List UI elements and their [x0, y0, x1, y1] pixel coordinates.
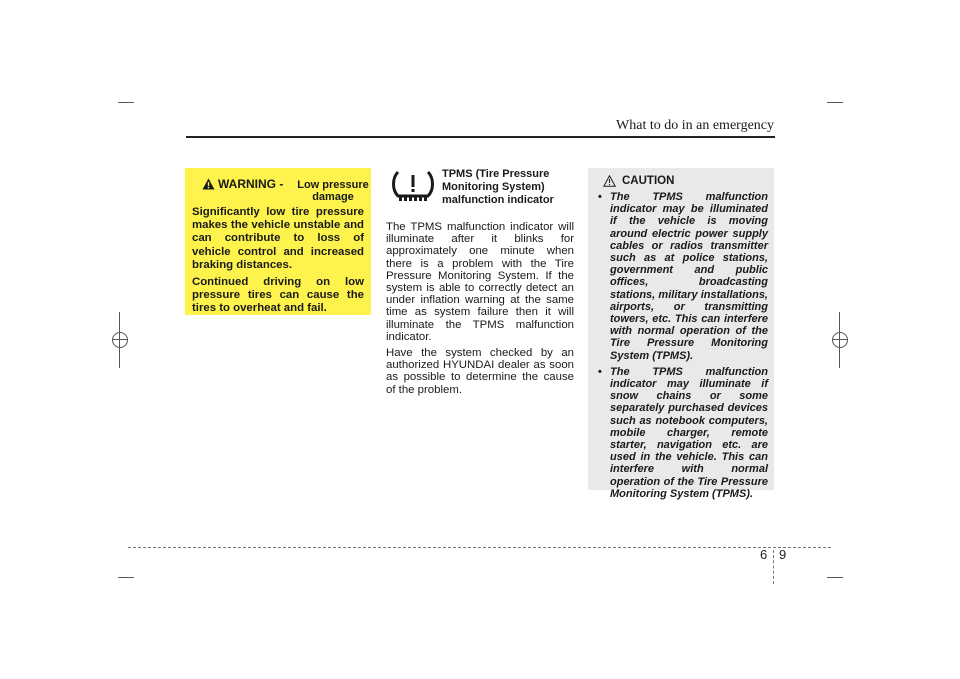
crop-mark: [827, 577, 843, 578]
tpms-warning-icon: [390, 166, 436, 206]
crop-mark: [118, 577, 134, 578]
caution-header: [598, 174, 768, 190]
bullet-icon: •: [598, 365, 602, 378]
warning-label: WARNING -: [218, 177, 284, 191]
page-number: 9: [779, 547, 787, 562]
tpms-heading-line: TPMS (Tire Pressure: [442, 168, 550, 180]
header-rule: [186, 136, 775, 138]
warning-body: [192, 206, 364, 316]
crop-mark: [827, 102, 843, 103]
section-title: What to do in an emergency: [616, 118, 774, 133]
caution-triangle-icon: [603, 175, 616, 187]
caution-label: CAUTION: [622, 175, 675, 187]
crop-mark: [118, 102, 134, 103]
caution-box: [588, 168, 774, 500]
tpms-body: [386, 221, 574, 400]
warning-paragraph: Significantly low tire pressure makes the vehicle unstable and can contribute to loss of vehicle control and increased braking distances.: [192, 206, 364, 271]
footer-rule: [128, 547, 831, 548]
chapter-number: 6: [760, 547, 768, 562]
registration-mark: [832, 332, 848, 348]
tpms-heading-line: Monitoring System): [442, 181, 545, 193]
caution-item: [598, 191, 768, 362]
page-number-separator: [773, 550, 774, 584]
warning-header: [192, 176, 369, 206]
caution-item-text: The TPMS malfunction indicator may be illuminated if the vehicle is moving around electric power supply cables or radios transmitter such as at police stations, government and public offices, broadcasting stations, military installations, airports, or transmitting towers, etc. This can interfere with normal operation of the Tire Pressure Monitoring System (TPMS).: [610, 191, 768, 362]
bullet-icon: •: [598, 191, 602, 203]
tpms-heading-line: malfunction indicator: [442, 194, 554, 206]
registration-mark: [112, 332, 128, 348]
caution-list: [598, 191, 768, 500]
tpms-heading: [442, 168, 582, 207]
tpms-paragraph: The TPMS malfunction indicator will illuminate after it blinks for approximately one minute when there is a problem with the Tire Pressure Monitoring System. If the system is able to correctly detect an under inflation warning at the same time as system failure then it will illuminate the TPMS malfunction indicator.: [386, 221, 574, 343]
warning-triangle-icon: [202, 178, 215, 190]
caution-item: [598, 366, 768, 500]
warning-subtitle: Low pressure damage: [297, 179, 369, 203]
warning-box: [185, 168, 371, 315]
tpms-paragraph: Have the system checked by an authorized HYUNDAI dealer as soon as possible to determine the cause of the problem.: [386, 347, 574, 396]
warning-paragraph: Continued driving on low pressure tires can cause the tires to overheat and fail.: [192, 276, 364, 315]
caution-item-text: The TPMS malfunction indicator may illuminate if snow chains or some separately purchased devices such as notebook computers, mobile charger, remote starter, navigation etc. are used in the vehicle. This can interfere with normal operation of the Tire Pressure Monitoring System (TPMS).: [610, 365, 768, 500]
